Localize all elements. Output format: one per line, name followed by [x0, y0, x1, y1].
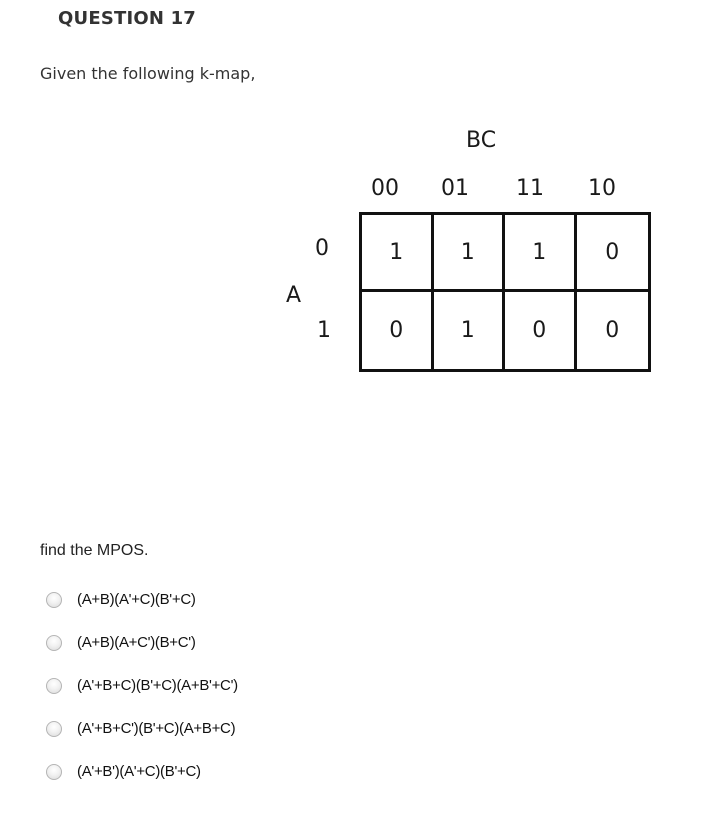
radio-button[interactable] — [46, 764, 62, 780]
answer-option-label: (A'+B')(A'+C)(B'+C) — [77, 763, 201, 780]
kmap-row-header: 0 — [315, 236, 329, 261]
answer-option-label: (A+B)(A'+C)(B'+C) — [77, 591, 196, 608]
radio-button[interactable] — [46, 592, 62, 608]
kmap-grid — [359, 212, 651, 372]
radio-button[interactable] — [46, 678, 62, 694]
kmap-col-header: 10 — [588, 176, 616, 201]
kmap-col-header: 11 — [516, 176, 544, 201]
answer-option[interactable] — [46, 664, 238, 707]
kmap-cell: 0 — [577, 215, 649, 292]
kmap-cell: 0 — [605, 318, 620, 343]
kmap-col-variable: BC — [466, 128, 497, 153]
kmap-cell: 1 — [362, 215, 434, 292]
kmap-col-header: 01 — [441, 176, 469, 201]
answer-option[interactable] — [46, 707, 238, 750]
answer-option[interactable] — [46, 621, 238, 664]
kmap-cell: 1 — [434, 292, 506, 369]
answer-option-label: (A'+B+C')(B'+C)(A+B+C) — [77, 720, 236, 737]
answer-option-label: (A'+B+C)(B'+C)(A+B'+C') — [77, 677, 238, 694]
find-label: find the MPOS. — [40, 542, 149, 559]
kmap-row-header: 1 — [317, 318, 331, 343]
answer-option-label: (A+B)(A+C')(B+C') — [77, 634, 196, 651]
question-prompt: Given the following k-map, — [40, 64, 256, 83]
radio-button[interactable] — [46, 635, 62, 651]
radio-button[interactable] — [46, 721, 62, 737]
question-title: QUESTION 17 — [58, 8, 197, 29]
kmap-cell: 1 — [505, 215, 577, 292]
kmap-cell: 0 — [505, 292, 577, 369]
kmap-col-header: 00 — [371, 176, 399, 201]
answer-option[interactable] — [46, 750, 238, 793]
answer-options — [46, 578, 238, 793]
kmap-row-variable: A — [286, 283, 302, 308]
kmap-cell: 1 — [434, 215, 506, 292]
answer-option[interactable] — [46, 578, 238, 621]
kmap-cell: 0 — [362, 292, 434, 369]
